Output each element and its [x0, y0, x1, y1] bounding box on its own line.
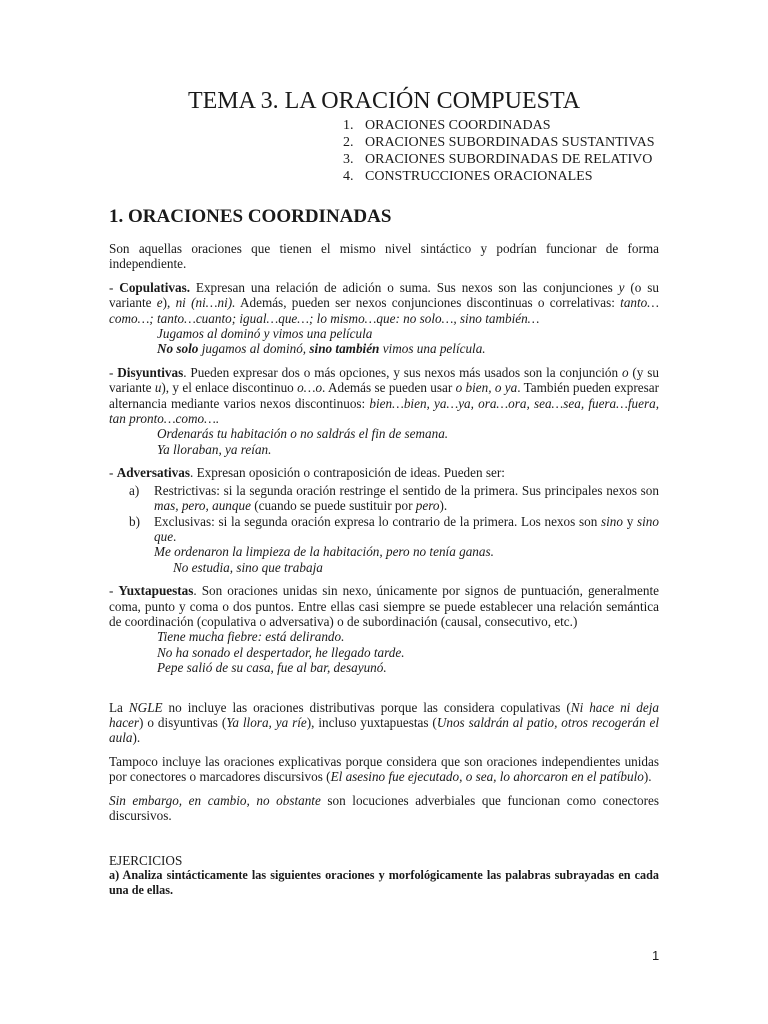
text: Restrictivas: si la segunda oración restringe el sentido de la primera. Sus principales nexos son: [154, 482, 659, 498]
text: ).: [439, 498, 448, 514]
ejercicio-a: a) Analiza sintácticamente las siguientes oraciones y morfológicamente las palabras subrayadas en cada una de ellas.: [109, 868, 659, 898]
example-line: Ordenarás tu habitación o no saldrás el fin de semana.: [157, 426, 449, 442]
dash: -: [109, 583, 119, 599]
ejercicios-heading: EJERCICIOS: [109, 853, 183, 869]
italic-text: pero: [415, 498, 440, 514]
adversativas-paragraph: [109, 465, 659, 480]
text: ).: [643, 769, 652, 785]
dash: -: [109, 364, 118, 380]
text: Exclusivas: si la segunda oración expresa lo contrario de la primera. Los nexos son: [154, 513, 602, 529]
text: ), y el enlace discontinuo: [161, 380, 298, 396]
text: . También pueden expresar alternancia mediante varios nexos discontinuos:: [109, 380, 659, 411]
page-number: 1: [652, 948, 660, 963]
term-yuxtapuestas: Yuxtapuestas: [118, 583, 194, 599]
text: (o su variante: [109, 279, 659, 311]
term-copulativas: Copulativas.: [119, 279, 191, 295]
example-line: Tiene mucha fiebre: está delirando.: [157, 629, 345, 645]
term-disyuntivas: Disyuntivas: [117, 364, 184, 380]
adversativas-list: [109, 483, 659, 545]
section-heading: 1. ORACIONES COORDINADAS: [109, 206, 392, 227]
yuxtapuestas-paragraph: [109, 583, 659, 629]
italic-text: Sin embargo, en cambio, no obstante: [109, 792, 321, 808]
document-page: [109, 86, 659, 898]
text: (y su variante: [109, 364, 659, 396]
explicativas-paragraph: [109, 754, 659, 785]
list-item-text: [154, 514, 659, 545]
text: (cuando se puede sustituir por: [250, 498, 416, 514]
italic-text: y: [618, 279, 625, 295]
text: . Pueden expresar dos o más opciones, y sus nexos más usados son la conjunción: [183, 364, 622, 380]
italic-text: sino que: [154, 513, 659, 544]
italic-text: Ya llora, ya ríe: [226, 714, 307, 730]
italic-text: o bien, o ya: [455, 380, 518, 396]
text: y: [623, 513, 638, 529]
dash: -: [109, 279, 120, 295]
text: . Son oraciones unidas sin nexo, únicamente por signos de puntuación, generalmente coma, punto y coma o dos puntos. Entre ellas casi siempre se puede establecer una relación semántica de coordinación (copulativa o adversativa) o de subordinación (causal, consecutivo, etc.): [109, 583, 659, 629]
text: no incluye las oraciones distributivas porque las considera copulativas (: [162, 699, 571, 715]
text: Tampoco incluye las oraciones explicativas porque considera que son oraciones independientes unidas por conectores o marcadores discursivos (: [109, 753, 659, 785]
text: Expresan una relación de adición o suma. Sus nexos son las conjunciones: [190, 279, 619, 295]
locuciones-paragraph: [109, 793, 659, 824]
toc-item: 4. CONSTRUCCIONES ORACIONALES: [357, 168, 659, 185]
list-marker: a): [129, 482, 140, 498]
italic-text: jugamos al dominó,: [198, 341, 310, 357]
text: . Además se pueden usar: [322, 380, 456, 396]
copulativas-paragraph: [109, 280, 659, 326]
example-line: [109, 341, 659, 356]
list-item: [109, 514, 659, 545]
list-marker: b): [129, 513, 140, 529]
table-of-contents: [109, 117, 659, 185]
italic-text: sino: [601, 513, 623, 529]
italic-text: e: [156, 295, 163, 311]
italic-text: o…o: [297, 380, 323, 396]
text: Además, pueden ser nexos conjunciones discontinuas o correlativas:: [235, 295, 621, 311]
italic-text: Ni hace ni deja hacer: [109, 699, 659, 730]
list-item: [109, 483, 659, 514]
toc-item: 2. ORACIONES SUBORDINADAS SUSTANTIVAS: [357, 134, 659, 151]
italic-text: vimos una película.: [379, 341, 486, 357]
example-line: Pepe salió de su casa, fue al bar, desayunó.: [157, 660, 387, 676]
italic-text: ni (ni…ni).: [175, 295, 236, 311]
bold-italic-text: sino también: [309, 341, 380, 357]
ngle-paragraph: [109, 700, 659, 746]
text: ).: [132, 730, 141, 746]
list-item-text: [154, 483, 659, 514]
example-line: No ha sonado el despertador, he llegado tarde.: [157, 644, 405, 660]
italic-text: mas, pero, aunque: [154, 498, 251, 514]
page-title: TEMA 3. LA ORACIÓN COMPUESTA: [187, 88, 581, 114]
intro-paragraph: Son aquellas oraciones que tienen el mismo nivel sintáctico y podrían funcionar de forma independiente.: [109, 241, 659, 272]
toc-item: 1. ORACIONES COORDINADAS: [357, 117, 659, 134]
bold-italic-text: No solo: [157, 341, 199, 357]
text: ), incluso yuxtapuestas (: [306, 714, 437, 730]
toc-item: 3. ORACIONES SUBORDINADAS DE RELATIVO: [357, 151, 659, 168]
text: .: [173, 528, 177, 544]
italic-text: tanto…como…; tanto…cuanto; igual…que…; lo mismo…que: no solo…, sino también…: [109, 295, 659, 326]
italic-text: NGLE: [128, 699, 163, 715]
term-adversativas: Adversativas: [116, 465, 190, 481]
italic-text: El asesino fue ejecutado, o sea, lo ahorcaron en el patíbulo: [330, 769, 644, 785]
example-line: No estudia, sino que trabaja: [173, 559, 323, 575]
italic-text: bien…bien, ya…ya, ora…ora, sea…sea, fuera…fuera, tan pronto…como….: [109, 395, 660, 427]
dash: -: [109, 465, 117, 481]
text: ) o disyuntivas (: [139, 714, 227, 730]
italic-text: u: [154, 380, 162, 396]
example-line: Me ordenaron la limpieza de la habitación, pero no tenía ganas.: [154, 544, 494, 560]
italic-text: Unos saldrán al patio, otros recogerán el aula: [109, 714, 659, 746]
text: son locuciones adverbiales que funcionan como conectores discursivos.: [109, 792, 660, 823]
text: La: [109, 699, 129, 715]
italic-text: o: [621, 364, 629, 380]
example-line: Jugamos al dominó y vimos una película: [157, 326, 373, 342]
disyuntivas-paragraph: [109, 365, 659, 427]
text: . Expresan oposición o contraposición de ideas. Pueden ser:: [189, 465, 505, 481]
example-line: Ya lloraban, ya reían.: [157, 441, 272, 457]
text: ),: [162, 295, 176, 311]
